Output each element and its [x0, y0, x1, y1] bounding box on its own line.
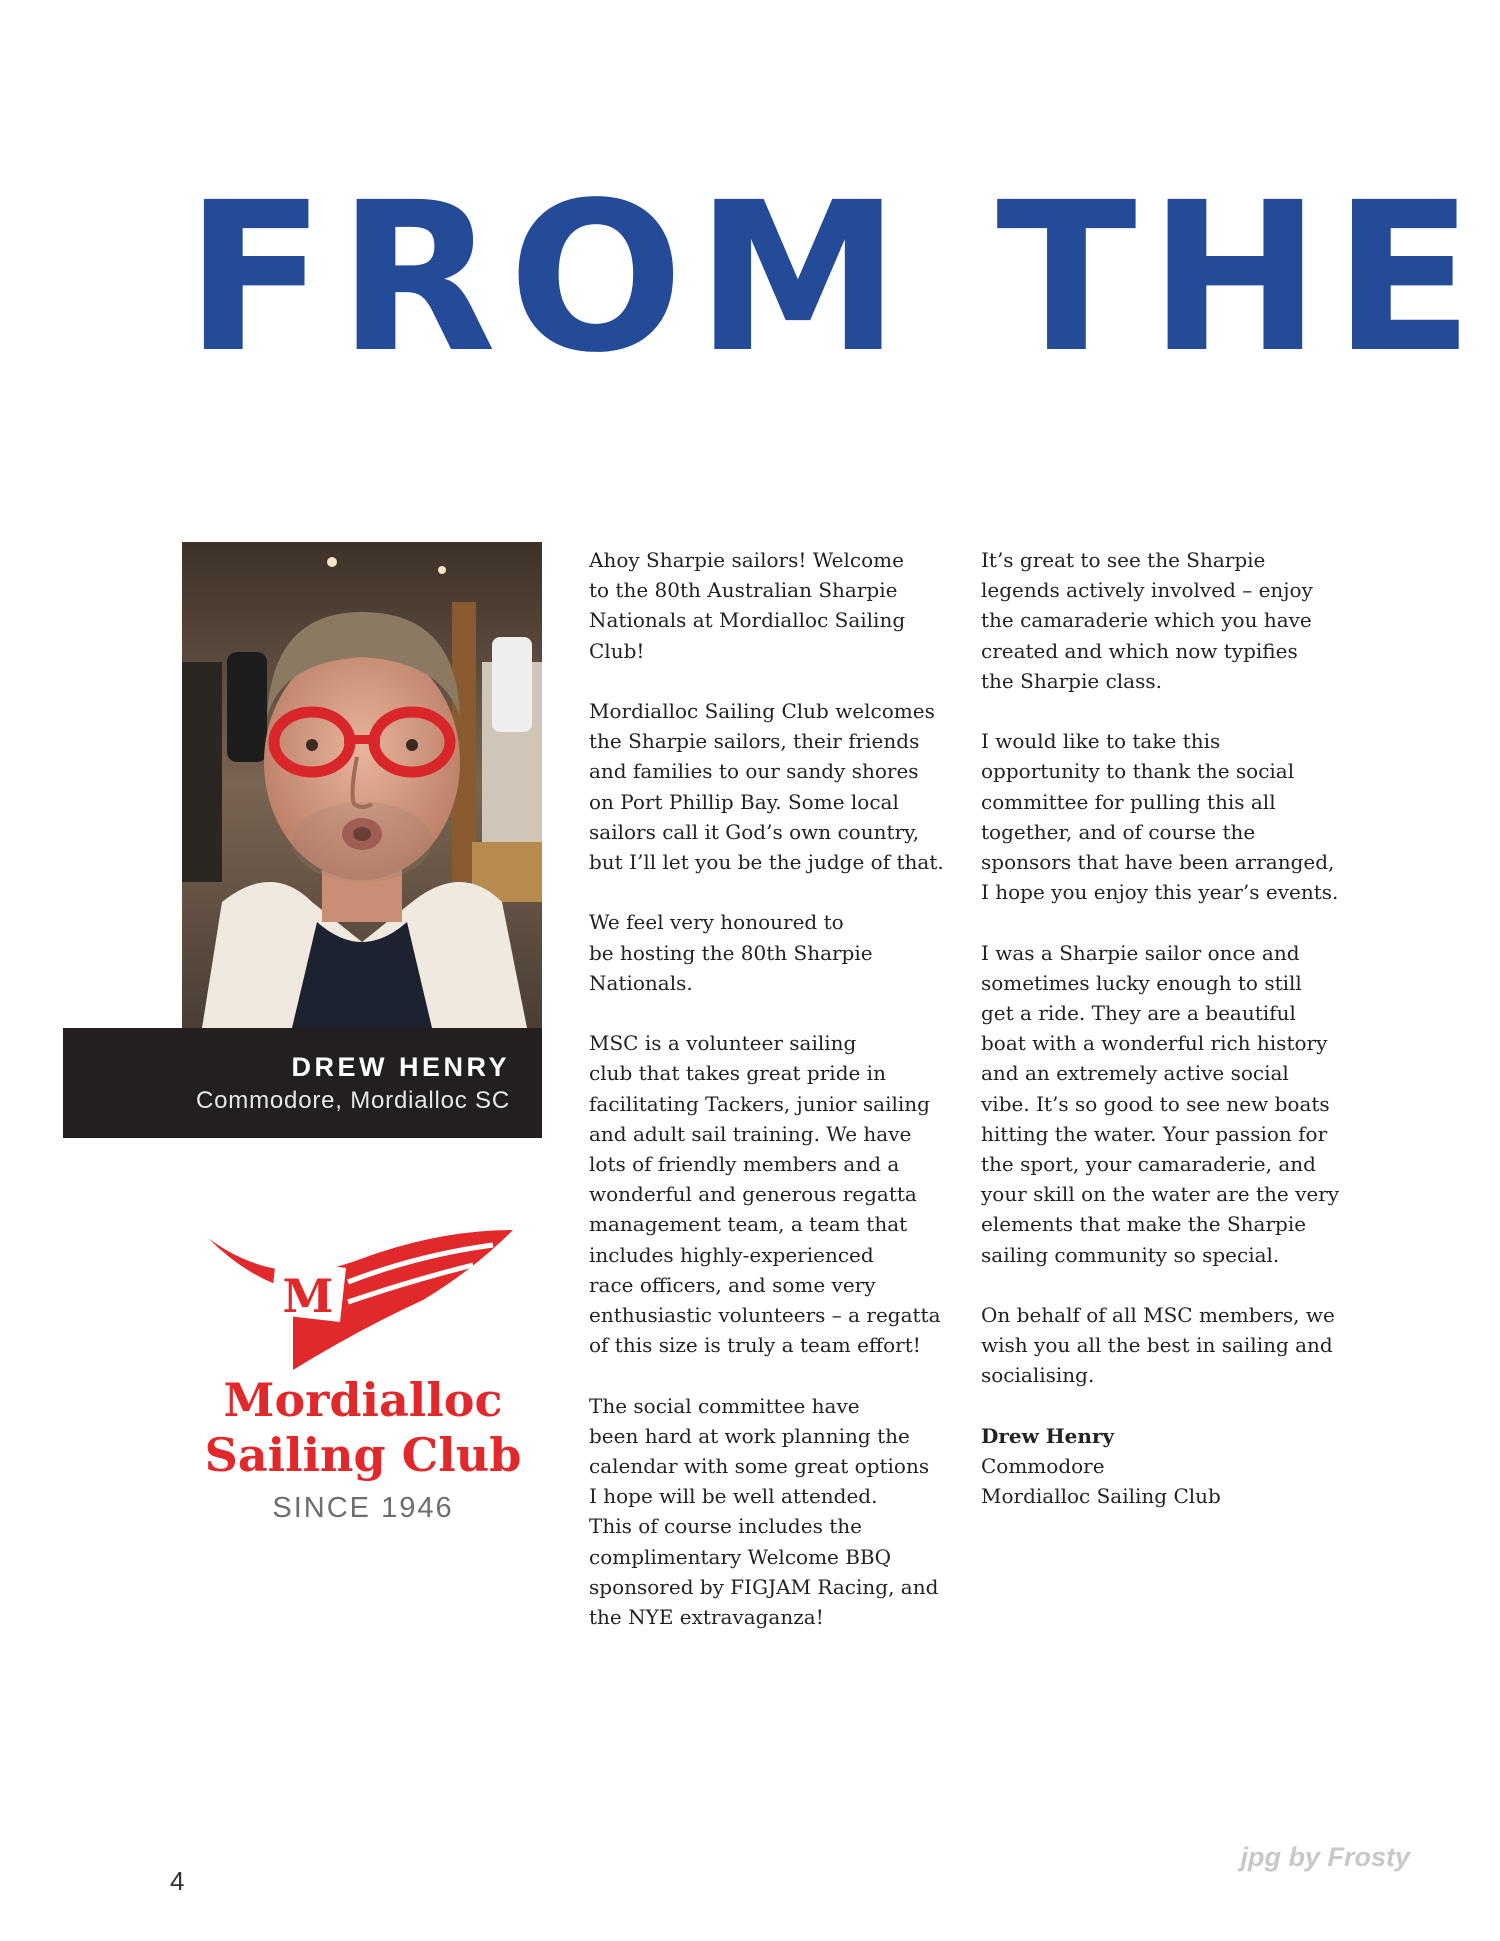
article-column-left	[589, 545, 961, 1662]
portrait-illustration	[182, 542, 542, 1028]
signature-block	[981, 1421, 1353, 1512]
logo-line-1: Mordialloc	[223, 1373, 503, 1427]
page-number: 4	[170, 1866, 185, 1896]
article-column-right	[981, 545, 1353, 1511]
paragraph: I was a Sharpie sailor once and sometimes lucky enough to still get a ride. They are a beautiful boat with a wonderful rich history and an extremely active social vibe. It’s so good to see new boats hitting the water. Your passion for the sport, your camaraderie, and your skill on the water are the very elements that make the Sharpie sailing community so special.	[981, 940, 1340, 1267]
pennant-flag-icon	[208, 1230, 518, 1370]
club-logo	[178, 1230, 548, 1535]
flag-letter: M	[282, 1269, 334, 1323]
profile-role: Commodore, Mordialloc SC	[196, 1087, 510, 1114]
logo-since: SINCE 1946	[272, 1492, 454, 1524]
signature-organization: Mordialloc Sailing Club	[981, 1484, 1221, 1509]
paragraph: MSC is a volunteer sailing club that takes great pride in facilitating Tackers, junior sailing and adult sail training. We have lots of friendly members and a wonderful and generous regatta management team, a team that includes highly-experienced race officers, and some very enthusiastic volunteers – a regatta of this size is truly a team effort!	[589, 1031, 941, 1358]
signature-title: Commodore	[981, 1454, 1105, 1479]
signature-name: Drew Henry	[981, 1423, 1115, 1448]
profile-photo	[182, 542, 542, 1028]
profile-name: DREW HENRY	[291, 1052, 510, 1082]
profile-caption	[63, 1028, 542, 1138]
watermark: jpg by Frosty	[1240, 1842, 1410, 1872]
paragraph: On behalf of all MSC members, we wish you all the best in sailing and socialising.	[981, 1303, 1335, 1388]
paragraph: Mordialloc Sailing Club welcomes the Sharpie sailors, their friends and families to our sandy shores on Port Phillip Bay. Some local sailors call it God’s own country, but I’ll let you be the judge of that.	[589, 699, 944, 875]
paragraph: The social committee have been hard at work planning the calendar with some great options I hope will be well attended. This of course includes the complimentary Welcome BBQ sponsored by FIGJAM Racing, and the NYE extravaganza!	[589, 1393, 939, 1630]
paragraph: I would like to take this opportunity to thank the social committee for pulling this all together, and of course the sponsors that have been arranged, I hope you enjoy this year’s events.	[981, 729, 1339, 905]
logo-line-2: Sailing Club	[204, 1428, 522, 1482]
paragraph: Ahoy Sharpie sailors! Welcome to the 80th Australian Sharpie Nationals at Mordialloc Sailing Club!	[589, 548, 906, 663]
paragraph: It’s great to see the Sharpie legends actively involved – enjoy the camaraderie which you have created and which now typifies the Sharpie class.	[981, 548, 1313, 693]
paragraph: We feel very honoured to be hosting the 80th Sharpie Nationals.	[589, 910, 873, 995]
page-headline: FROM THE	[185, 158, 1486, 398]
